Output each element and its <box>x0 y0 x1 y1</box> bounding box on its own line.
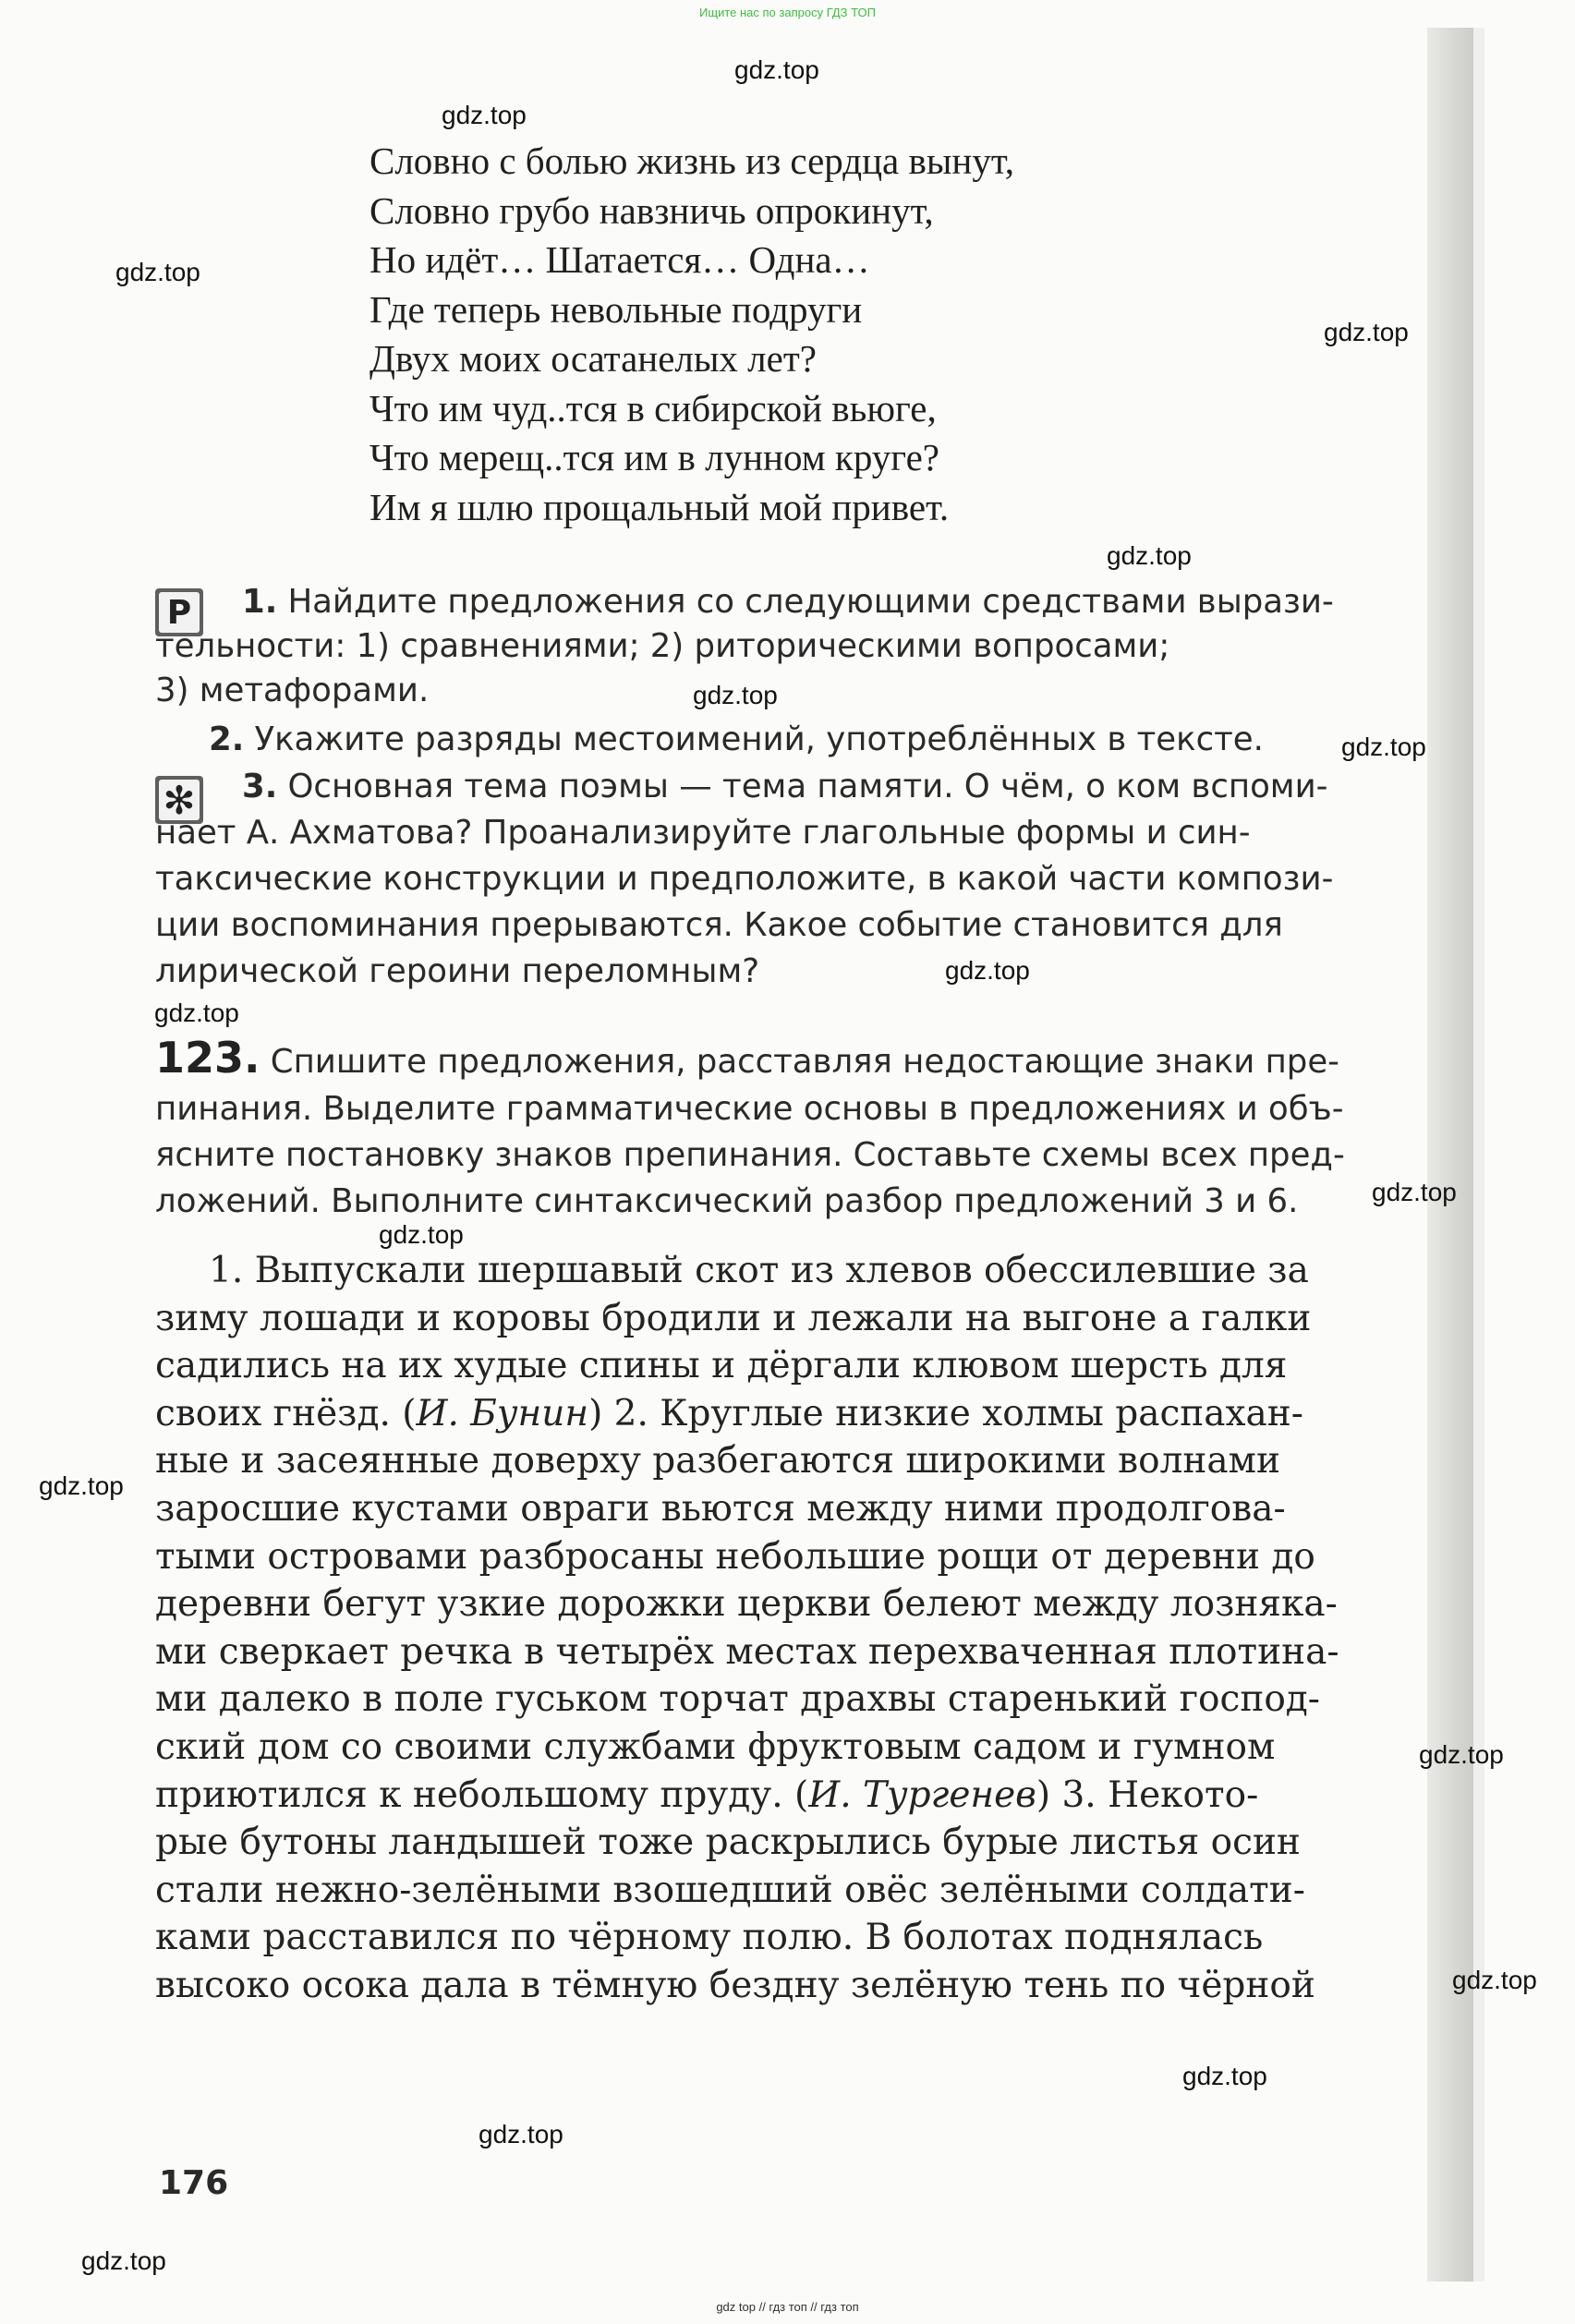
watermark: gdz.top <box>1182 2062 1267 2090</box>
watermark: gdz.top <box>479 2120 563 2148</box>
rubric-star-icon: ✻ <box>155 776 203 824</box>
poem-line: Словно с болью жизнь из сердца вынут, <box>370 139 1014 182</box>
watermark: gdz.top <box>81 2246 166 2275</box>
text-line: ский дом со своими службами фруктовым садом и гумном <box>155 1725 1276 1768</box>
text-line: садились на их худые спины и дёргали клювом шерсть для <box>155 1345 1288 1387</box>
text-line: 1. Выпускали шершавый скот из хлевов обессилевшие за <box>209 1250 1309 1291</box>
task-1-line-1: 1. Найдите предложения со следующими средствами вырази- <box>242 583 1334 621</box>
text-line: ками расставился по чёрному полю. В болотах поднялась <box>155 1917 1264 1959</box>
text-line: стали нежно-зелёными взошедший овёс зелёными солдати- <box>155 1869 1305 1911</box>
watermark: gdz.top <box>1107 541 1192 570</box>
watermark: gdz.top <box>1372 1178 1457 1206</box>
text-line: зиму лошади и коровы бродили и лежали на выгоне а галки <box>155 1297 1312 1339</box>
exercise-line-3: ясните постановку знаков препинания. Составьте схемы всех пред- <box>155 1136 1345 1174</box>
bottom-note: gdz top // гдз топ // гдз топ <box>716 2300 859 2314</box>
poem-line: Что мерещ..тся им в лунном круге? <box>370 436 939 478</box>
task-1-line-2: тельности: 1) сравнениями; 2) риторическими вопросами; <box>155 627 1170 665</box>
text-line: заросшие кустами овраги вьются между ними продолговa- <box>155 1487 1286 1530</box>
poem-line: Что им чуд..тся в сибирской вьюге, <box>370 386 937 430</box>
author-bunin: И. Бунин <box>416 1392 589 1434</box>
author-turgenev: И. Тургенев <box>808 1773 1036 1816</box>
task-1-line-3: 3) метафорами. <box>155 672 430 709</box>
task-2: 2. Укажите разряды местоимений, употреблённых в тексте. <box>209 720 1264 758</box>
page-number: 176 <box>159 2164 229 2202</box>
watermark: gdz.top <box>154 999 239 1027</box>
poem-block <box>370 137 1014 532</box>
watermark: gdz.top <box>115 258 200 286</box>
task-3-line-1: 3. Основная тема поэмы — тема памяти. О чём, о ком вспоми- <box>242 768 1328 805</box>
task-3-line-3: таксические конструкции и предположите, в какой части компози- <box>155 860 1334 898</box>
watermark: gdz.top <box>39 1471 124 1500</box>
text-line: ные и засеянные доверху разбегаются широкими волнами <box>155 1440 1280 1483</box>
watermark: gdz.top <box>1419 1740 1504 1769</box>
task-3-line-4: ции воспоминания прерываются. Какое событие становится для <box>155 906 1283 944</box>
exercise-text <box>155 1247 1411 2010</box>
watermark: gdz.top <box>734 55 819 84</box>
poem-line: Двух моих осатанелых лет? <box>370 337 817 380</box>
text-line: деревни бегут узкие дорожки церкви белеют между лозняка- <box>155 1583 1338 1626</box>
top-note: Ищите нас по запросу ГДЗ ТОП <box>699 6 876 19</box>
rubric-p-icon: Р <box>155 588 203 636</box>
text-line: ми сверкает речка в четырёх местах перехваченная плотина- <box>155 1630 1339 1673</box>
text-line: тыми островами разбросаны небольшие рощи от деревни до <box>155 1535 1315 1578</box>
watermark: gdz.top <box>945 956 1030 985</box>
exercise-line-1: 123. Спишите предложения, расставляя недостающие знаки пре- <box>155 1033 1339 1083</box>
exercise-line-2: пинания. Выделите грамматические основы в предложениях и объ- <box>155 1090 1344 1128</box>
watermark: gdz.top <box>693 681 778 709</box>
text-line: ми далеко в поле гуськом торчат драхвы старенький господ- <box>155 1678 1320 1721</box>
poem-line: Словно грубо навзничь опрокинут, <box>370 188 934 232</box>
watermark: gdz.top <box>1452 1966 1537 1994</box>
watermark: gdz.top <box>1341 732 1426 761</box>
text-line: рые бутоны ландышей тоже раскрылись бурые листья осин <box>155 1822 1301 1864</box>
text-line: высоко осока дала в тёмную бездну зелёную тень по чёрной <box>155 1964 1315 2006</box>
poem-line: Где теперь невольные подруги <box>370 287 863 331</box>
watermark: gdz.top <box>442 101 527 129</box>
exercise-number: 123. <box>155 1033 260 1083</box>
poem-line: Им я шлю прощальный мой привет. <box>370 485 950 528</box>
exercise-line-4: ложений. Выполните синтаксический разбор предложений 3 и 6. <box>155 1182 1299 1220</box>
page-edge-highlight <box>1473 28 1484 2282</box>
text-line: своих гнёзд. (И. Бунин) 2. Круглые низкие холмы распахан- <box>155 1392 1303 1434</box>
watermark: gdz.top <box>1324 318 1409 346</box>
watermark: gdz.top <box>379 1220 464 1249</box>
task-3-line-5: лирической героини переломным? <box>155 952 760 990</box>
task-3-line-2: нает А. Ахматова? Проанализируйте глагольные формы и син- <box>155 814 1251 852</box>
text-line: приютился к небольшому пруду. (И. Тургенев) 3. Некото- <box>155 1773 1259 1816</box>
poem-line: Но идёт… Шатается… Одна… <box>370 238 870 281</box>
